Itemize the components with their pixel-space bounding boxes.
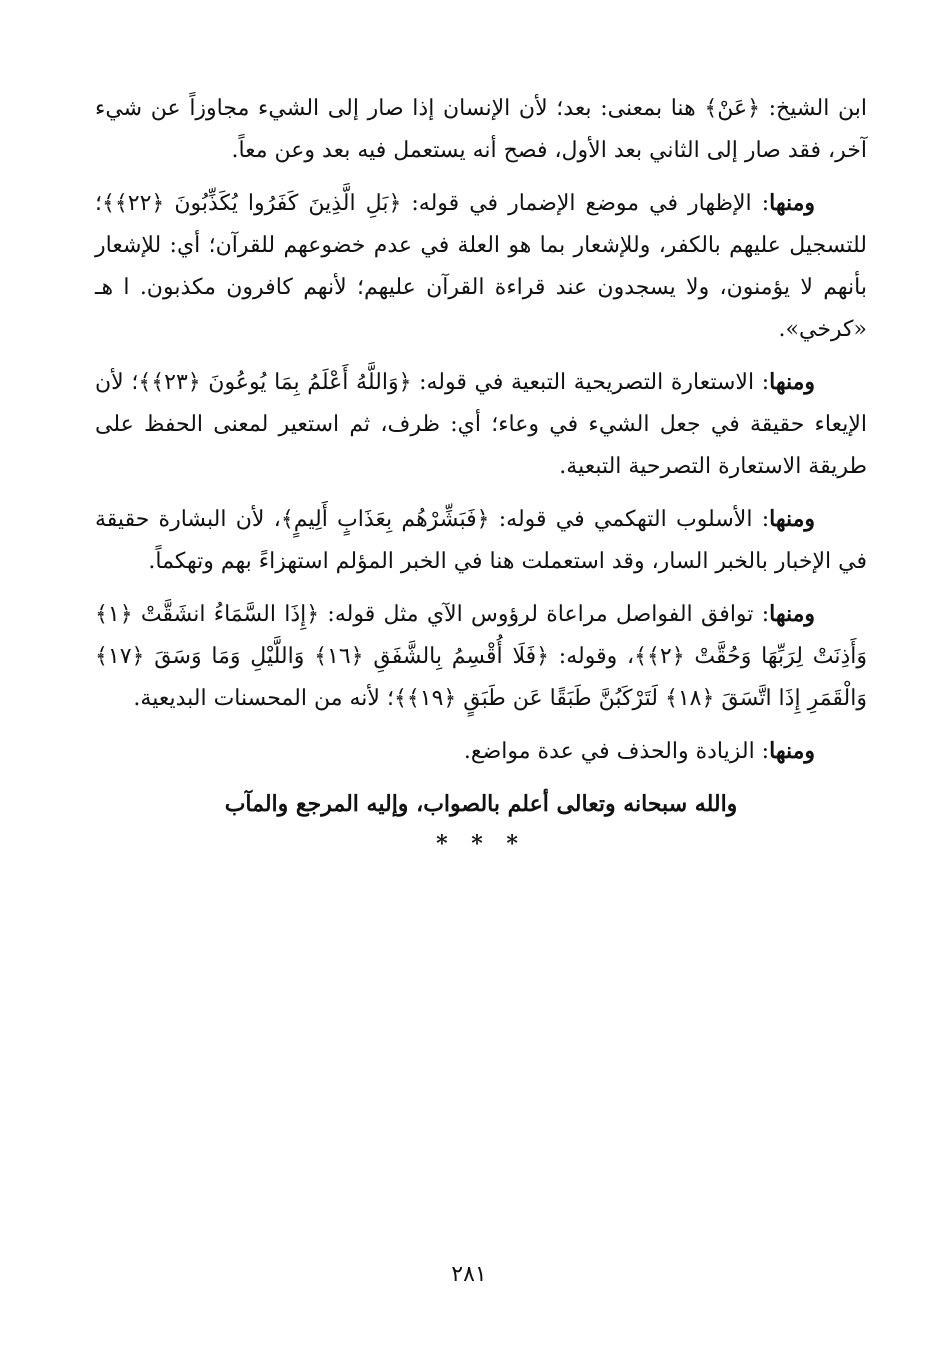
paragraph-text: : الزيادة والحذف في عدة مواضع. [463, 739, 770, 764]
paragraph-ibn-alshaykh [95, 88, 867, 172]
paragraph-lead: ومنها [769, 369, 815, 395]
paragraph-lead: ومنها [769, 738, 815, 764]
page-number: ٢٨١ [451, 1262, 487, 1287]
paragraph-tahakkum [95, 498, 867, 583]
paragraph-ziyada [95, 730, 867, 773]
paragraph-text: ابن الشيخ: ﴿عَنْ﴾ هنا بمعنى: بعد؛ لأن الإنسان إذا صار إلى الشيء مجاوزاً عن شيء آخر، فقد صار إلى الثاني بعد الأول، فصح أنه يستعمل فيه بعد وعن معاً. [95, 96, 867, 163]
page-body [95, 88, 867, 857]
paragraph-text: : توافق الفواصل مراعاة لرؤوس الآي مثل قوله: ﴿إِذَا السَّمَاءُ انشَقَّتْ ﴿١﴾ وَأَذِنَتْ لِرَبِّهَا وَحُقَّتْ ﴿٢﴾﴾، وقوله: ﴿فَلَا أُقْسِمُ بِالشَّفَقِ ﴿١٦﴾ وَاللَّيْلِ وَمَا وَسَقَ ﴿١٧﴾ وَالْقَمَرِ إِذَا اتَّسَقَ ﴿١٨﴾ لَتَرْكَبُنَّ طَبَقًا عَن طَبَقٍ ﴿١٩﴾﴾؛ لأنه من المحسنات البديعية. [95, 602, 868, 711]
paragraph-lead: ومنها [769, 506, 815, 532]
paragraph-lead: ومنها [769, 601, 815, 627]
paragraph-text: : الأسلوب التهكمي في قوله: ﴿فَبَشِّرْهُم بِعَذَابٍ أَلِيمٍ﴾، لأن البشارة حقيقة في الإخبار بالخبر السار، وقد استعملت هنا في الخبر المؤلم استهزاءً بهم وتهكماً. [95, 507, 867, 574]
paragraph-text: : الإظهار في موضع الإضمار في قوله: ﴿بَلِ الَّذِينَ كَفَرُوا يُكَذِّبُونَ ﴿٢٢﴾﴾؛ للتسجيل عليهم بالكفر، وللإشعار بما هو العلة في عدم خضوعهم للقرآن؛ أي: للإشعار بأنهم لا يؤمنون، ولا يسجدون عند قراءة القرآن عليهم؛ لأنهم كافرون مكذبون. ا هـ «كرخي». [95, 191, 867, 342]
closing-line: والله سبحانه وتعالى أعلم بالصواب، وإليه المرجع والمآب [224, 791, 738, 817]
section-separator: * * * [436, 831, 526, 857]
paragraph-lead: ومنها [769, 190, 815, 216]
paragraph-text: : الاستعارة التصريحية التبعية في قوله: ﴿وَاللَّهُ أَعْلَمُ بِمَا يُوعُونَ ﴿٢٣﴾﴾؛ لأن الإيعاء حقيقة في جعل الشيء في وعاء؛ أي: ظرف، ثم استعير لمعنى الحفظ على طريقة الاستعارة التصرحية التبعية. [95, 370, 867, 479]
paragraph-istiara [95, 361, 867, 488]
paragraph-fawasil [95, 593, 867, 720]
paragraph-izhar [95, 182, 867, 351]
